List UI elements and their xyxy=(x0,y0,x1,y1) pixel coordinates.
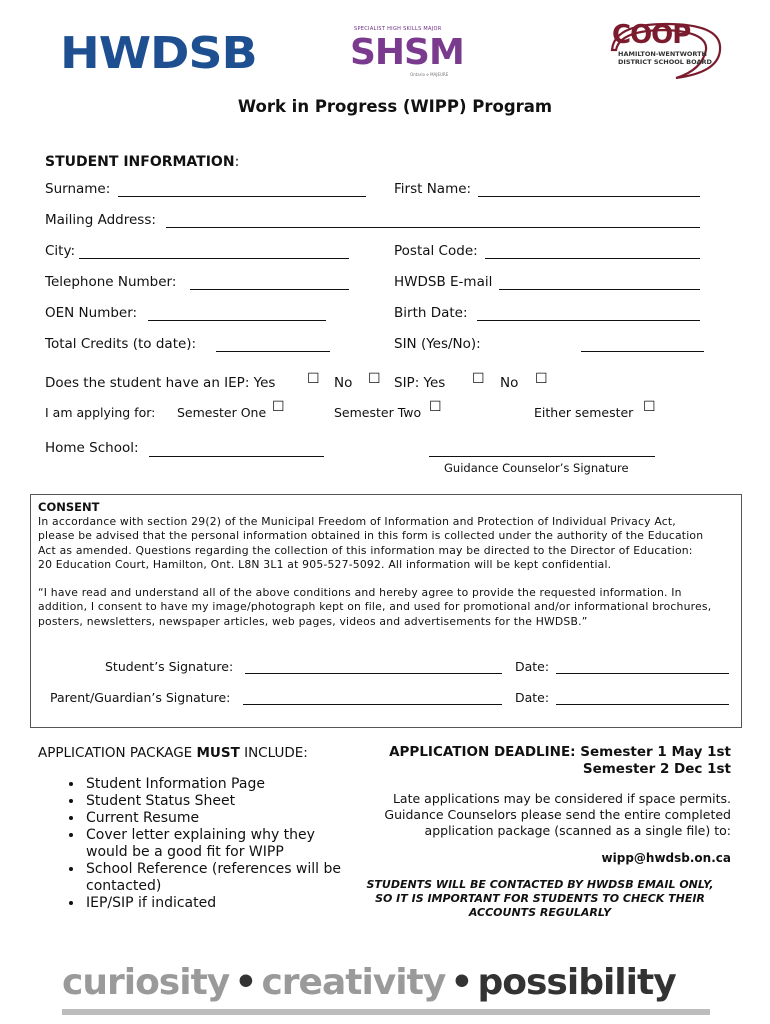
footer-word-possibility: possibility xyxy=(477,962,676,1003)
sip-yes-checkbox[interactable]: ☐ xyxy=(472,371,485,387)
deadline-block xyxy=(340,744,731,778)
sin-field[interactable] xyxy=(581,351,704,352)
consent-p2-line-3: posters, newsletters, newspaper articles, web pages, videos and advertisements for the HWDSB.” xyxy=(38,614,588,628)
student-date-label: Date: xyxy=(515,659,550,674)
package-heading xyxy=(38,745,308,761)
notice-line-3: ACCOUNTS REGULARLY xyxy=(468,906,612,919)
first-name-label: First Name: xyxy=(394,181,472,197)
consent-section xyxy=(30,494,742,728)
student-date-field[interactable] xyxy=(556,673,729,674)
late-line-1: Late applications may be considered if space permits. xyxy=(392,791,731,806)
package-heading-post: INCLUDE: xyxy=(239,745,308,761)
guidance-signature-label: Guidance Counselor’s Signature xyxy=(444,461,629,475)
list-item: • Cover letter explaining why they would be a good fit for WIPP xyxy=(84,827,326,861)
footer-word-curiosity: curiosity xyxy=(62,962,230,1003)
city-label: City: xyxy=(45,243,76,259)
footer-tagline xyxy=(62,962,712,1010)
semester-two-label: Semester Two xyxy=(334,405,422,420)
iep-question-label: Does the student have an IEP: Yes xyxy=(45,375,276,391)
applying-for-label: I am applying for: xyxy=(45,405,156,420)
birth-date-label: Birth Date: xyxy=(394,305,468,321)
sip-label: SIP: Yes xyxy=(394,375,446,391)
consent-heading: CONSENT xyxy=(38,500,100,514)
postal-code-label: Postal Code: xyxy=(394,243,478,259)
sip-no-checkbox[interactable]: ☐ xyxy=(535,371,548,387)
semester-one-label: Semester One xyxy=(177,405,267,420)
deadline-line-1: APPLICATION DEADLINE: Semester 1 May 1st xyxy=(389,744,731,760)
mailing-address-field[interactable] xyxy=(166,227,700,228)
package-heading-must: MUST xyxy=(196,745,240,761)
shsm-logo-text: SHSM xyxy=(350,32,464,73)
list-item: • Current Resume xyxy=(84,810,342,827)
notice-line-2: SO IT IS IMPORTANT FOR STUDENTS TO CHECK THEIR xyxy=(375,892,705,905)
email-field[interactable] xyxy=(499,289,700,290)
hwdsb-logo: HWDSB xyxy=(60,28,257,79)
notice-line-1: STUDENTS WILL BE CONTACTED BY HWDSB EMAIL ONLY, xyxy=(366,878,714,891)
telephone-label: Telephone Number: xyxy=(45,274,177,290)
total-credits-field[interactable] xyxy=(216,351,330,352)
consent-p2-line-2: addition, I consent to have my image/photograph kept on file, and used for promotional and/or informational brochures, xyxy=(38,600,712,614)
parent-date-field[interactable] xyxy=(556,704,729,705)
mailing-address-label: Mailing Address: xyxy=(45,212,156,228)
city-field[interactable] xyxy=(79,258,349,259)
home-school-label: Home School: xyxy=(45,440,139,456)
postal-code-field[interactable] xyxy=(485,258,700,259)
list-item: • IEP/SIP if indicated xyxy=(84,895,342,912)
total-credits-label: Total Credits (to date): xyxy=(45,336,197,352)
first-name-field[interactable] xyxy=(478,196,700,197)
home-school-field[interactable] xyxy=(149,456,324,457)
student-info-heading xyxy=(45,154,239,170)
package-heading-pre: APPLICATION PACKAGE xyxy=(38,745,197,761)
coop-logo xyxy=(606,20,726,82)
iep-no-label: No xyxy=(334,375,353,391)
email-notice-block xyxy=(352,878,728,920)
student-signature-field[interactable] xyxy=(245,673,502,674)
late-applications-block xyxy=(360,791,731,839)
parent-signature-field[interactable] xyxy=(243,704,502,705)
telephone-field[interactable] xyxy=(190,289,349,290)
email-label: HWDSB E-mail xyxy=(394,274,493,290)
oen-label: OEN Number: xyxy=(45,305,138,321)
coop-logo-sub1: HAMILTON-WENTWORTH xyxy=(618,50,707,58)
sip-no-label: No xyxy=(500,375,519,391)
parent-signature-label: Parent/Guardian’s Signature: xyxy=(50,690,231,705)
list-item: • School Reference (references will be contacted) xyxy=(84,861,344,895)
shsm-logo xyxy=(350,24,465,82)
surname-label: Surname: xyxy=(45,181,111,197)
submission-email-link[interactable]: wipp@hwdsb.on.ca xyxy=(601,851,731,865)
coop-logo-sub2: DISTRICT SCHOOL BOARD xyxy=(618,58,712,66)
consent-p1-line-3: Act as amended. Questions regarding the collection of this information may be directed to the Director of Education: xyxy=(38,543,693,557)
student-signature-label: Student’s Signature: xyxy=(105,659,234,674)
consent-p1-line-1: In accordance with section 29(2) of the Municipal Freedom of Information and Protection of Individual Privacy Act, xyxy=(38,515,676,528)
consent-paragraph-1 xyxy=(38,515,738,572)
oen-field[interactable] xyxy=(148,320,326,321)
consent-paragraph-2 xyxy=(38,586,738,629)
shsm-logo-sub-text: Ontario ⟡ MAJEURE xyxy=(410,72,449,77)
student-info-heading-colon: : xyxy=(234,154,240,170)
footer-dot-2: • xyxy=(450,962,473,1003)
birth-date-field[interactable] xyxy=(477,320,700,321)
iep-no-checkbox[interactable]: ☐ xyxy=(368,371,381,387)
guidance-signature-field[interactable] xyxy=(429,456,655,457)
deadline-line-2: Semester 2 Dec 1st xyxy=(582,761,731,777)
sin-label: SIN (Yes/No): xyxy=(394,336,481,352)
package-list xyxy=(42,776,342,912)
footer-bar xyxy=(62,1009,710,1015)
shsm-logo-top-text: SPECIALIST HIGH SKILLS MAJOR xyxy=(354,26,442,32)
surname-field[interactable] xyxy=(118,196,366,197)
student-info-heading-text: STUDENT INFORMATION xyxy=(45,154,235,170)
footer-dot-1: • xyxy=(234,962,257,1003)
either-semester-checkbox[interactable]: ☐ xyxy=(643,399,656,415)
parent-date-label: Date: xyxy=(515,690,550,705)
list-item: • Student Information Page xyxy=(84,776,342,793)
consent-p1-line-4: 20 Education Court, Hamilton, Ont. L8N 3L1 at 905-527-5092. All information will be kept confidential. xyxy=(38,557,612,571)
semester-one-checkbox[interactable]: ☐ xyxy=(272,399,285,415)
consent-p2-line-1: “I have read and understand all of the above conditions and hereby agree to provide the requested information. In xyxy=(38,586,682,599)
either-semester-label: Either semester xyxy=(534,405,634,420)
form-title: Work in Progress (WIPP) Program xyxy=(237,97,553,116)
footer-word-creativity: creativity xyxy=(261,962,446,1003)
coop-logo-text: COOP xyxy=(612,20,691,50)
semester-two-checkbox[interactable]: ☐ xyxy=(429,399,442,415)
consent-p1-line-2: please be advised that the personal information obtained in this form is collected under the authority of the Education xyxy=(38,529,704,543)
late-line-3: application package (scanned as a single file) to: xyxy=(424,823,731,838)
iep-yes-checkbox[interactable]: ☐ xyxy=(307,371,320,387)
late-line-2: Guidance Counselors please send the entire completed xyxy=(384,807,731,822)
list-item: • Student Status Sheet xyxy=(84,793,342,810)
